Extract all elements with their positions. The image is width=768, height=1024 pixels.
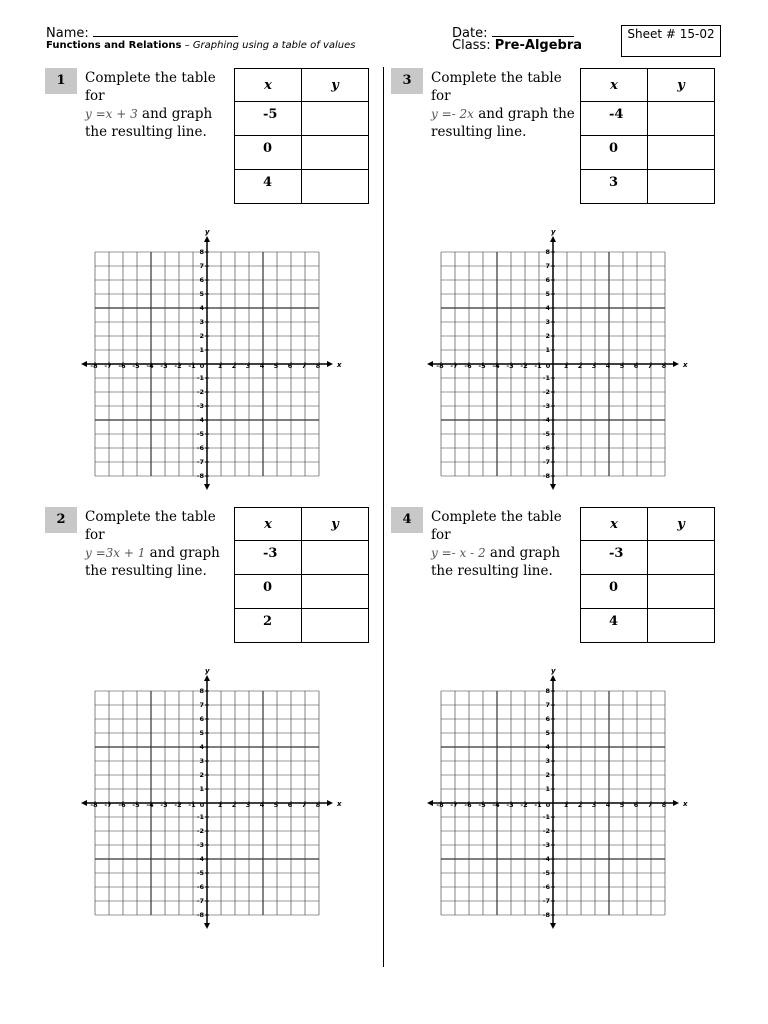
y-axis-down-arrow-icon: [550, 923, 556, 929]
x-tick-label: -3: [160, 801, 168, 809]
y-answer-cell[interactable]: [302, 102, 369, 136]
col-header-y: y: [302, 69, 369, 102]
x-value-cell: 2: [235, 609, 302, 643]
y-tick-label: 5: [199, 290, 204, 298]
y-tick-label: -2: [542, 827, 550, 835]
y-tick-label: -5: [542, 430, 550, 438]
y-axis-up-arrow-icon: [204, 236, 210, 242]
x-tick-label: 8: [661, 801, 667, 809]
y-tick-label: 1: [545, 785, 550, 793]
y-tick-label: -8: [196, 472, 204, 480]
class-label: Class:: [452, 38, 491, 53]
x-tick-label: 3: [245, 362, 251, 370]
sheet-number-box: [621, 25, 721, 57]
y-tick-label: 7: [199, 701, 204, 709]
x-tick-label: 6: [287, 362, 293, 370]
y-axis-up-arrow-icon: [204, 675, 210, 681]
y-tick-label: -5: [196, 430, 204, 438]
y-answer-cell[interactable]: [648, 609, 715, 643]
instr-text-after: and graph the resulting line.: [85, 545, 220, 579]
y-tick-label: -6: [542, 883, 550, 891]
problem-4: [391, 507, 721, 937]
problem-equation: y =3x + 1: [85, 546, 146, 560]
x-tick-label: 6: [633, 801, 639, 809]
x-tick-label: -7: [450, 801, 458, 809]
y-tick-label: 7: [199, 262, 204, 270]
y-tick-label: -7: [196, 458, 204, 466]
x-axis-right-arrow-icon: [673, 800, 679, 806]
x-tick-label: 4: [259, 362, 265, 370]
y-answer-cell[interactable]: [648, 575, 715, 609]
x-tick-label: 2: [231, 362, 237, 370]
y-axis-down-arrow-icon: [204, 484, 210, 490]
y-tick-label: -1: [196, 813, 204, 821]
x-tick-label: -2: [520, 801, 528, 809]
x-axis-label: x: [337, 800, 342, 808]
col-header-x: x: [235, 69, 302, 102]
x-value-cell: 4: [235, 170, 302, 204]
x-tick-label: 8: [661, 362, 667, 370]
y-tick-label: 2: [545, 771, 550, 779]
x-tick-label: -8: [436, 801, 444, 809]
y-tick-label: 3: [545, 757, 550, 765]
y-tick-label: -7: [542, 897, 550, 905]
y-axis-label: y: [551, 230, 556, 236]
x-value-cell: -3: [235, 541, 302, 575]
y-tick-label: 2: [199, 332, 204, 340]
x-value-cell: -3: [581, 541, 648, 575]
y-answer-cell[interactable]: [302, 136, 369, 170]
col-header-x: x: [581, 508, 648, 541]
y-tick-label: 3: [545, 318, 550, 326]
x-tick-label: 8: [315, 362, 321, 370]
problem-number-badge: 1: [45, 68, 77, 94]
col-header-y: y: [648, 508, 715, 541]
x-tick-label: 1: [563, 801, 569, 809]
x-tick-label: 5: [619, 801, 625, 809]
y-tick-label: 4: [199, 743, 204, 751]
y-answer-cell[interactable]: [302, 541, 369, 575]
x-tick-label: 6: [633, 362, 639, 370]
problem-instructions: [85, 69, 235, 141]
subtitle-subtopic: Graphing using a table of values: [192, 40, 356, 51]
table-of-values: [580, 68, 715, 204]
x-tick-label: -1: [534, 362, 542, 370]
y-tick-label: -2: [196, 827, 204, 835]
y-answer-cell[interactable]: [648, 541, 715, 575]
y-axis-up-arrow-icon: [550, 675, 556, 681]
y-tick-label: 1: [199, 785, 204, 793]
y-axis-label: y: [551, 669, 556, 675]
x-tick-label: -4: [492, 801, 500, 809]
subtitle-dash: –: [181, 40, 193, 51]
y-answer-cell[interactable]: [302, 609, 369, 643]
x-value-cell: 0: [235, 136, 302, 170]
x-tick-label: -7: [104, 801, 112, 809]
y-tick-label: -8: [196, 911, 204, 919]
table-of-values: [234, 507, 369, 643]
x-tick-label: 7: [647, 801, 653, 809]
x-value-cell: 0: [581, 575, 648, 609]
instr-text-before: Complete the table for: [85, 509, 216, 543]
x-tick-label: -2: [174, 801, 182, 809]
y-tick-label: 3: [199, 757, 204, 765]
problem-equation: y =x + 3: [85, 107, 138, 121]
x-axis-left-arrow-icon: [427, 800, 433, 806]
x-axis-label: x: [683, 800, 688, 808]
class-value: Pre-Algebra: [494, 38, 583, 53]
coordinate-grid[interactable]: [80, 669, 350, 939]
x-tick-label: 7: [647, 362, 653, 370]
problem-number-badge: 4: [391, 507, 423, 533]
y-tick-label: -1: [196, 374, 204, 382]
y-tick-label: 6: [545, 715, 550, 723]
x-tick-label: 0: [199, 801, 205, 809]
instr-text-after: and graph the resulting line.: [431, 545, 561, 579]
x-tick-label: 5: [619, 362, 625, 370]
sheet-number: Sheet # 15-02: [627, 27, 715, 41]
coordinate-grid[interactable]: [426, 230, 696, 500]
x-value-cell: 3: [581, 170, 648, 204]
y-tick-label: 5: [545, 290, 550, 298]
y-tick-label: 3: [199, 318, 204, 326]
x-tick-label: 1: [217, 362, 223, 370]
class-field: [452, 38, 582, 53]
x-tick-label: -8: [436, 362, 444, 370]
x-tick-label: -3: [506, 801, 514, 809]
y-tick-label: -1: [542, 374, 550, 382]
x-tick-label: -7: [104, 362, 112, 370]
y-tick-label: 4: [199, 304, 204, 312]
y-tick-label: 5: [545, 729, 550, 737]
x-tick-label: -6: [118, 801, 126, 809]
x-tick-label: -2: [520, 362, 528, 370]
y-tick-label: -2: [542, 388, 550, 396]
x-tick-label: 1: [217, 801, 223, 809]
x-tick-label: 5: [273, 801, 279, 809]
x-axis-left-arrow-icon: [427, 361, 433, 367]
x-tick-label: 0: [545, 801, 551, 809]
y-tick-label: 5: [199, 729, 204, 737]
problem-instructions: [431, 69, 581, 141]
problem-number-badge: 2: [45, 507, 77, 533]
y-tick-label: -6: [196, 444, 204, 452]
name-blank[interactable]: [93, 24, 238, 37]
x-tick-label: 4: [605, 801, 611, 809]
x-tick-label: 2: [577, 801, 583, 809]
x-axis-right-arrow-icon: [327, 361, 333, 367]
problem-3: [391, 68, 721, 498]
y-tick-label: -3: [542, 402, 550, 410]
x-value-cell: -4: [581, 102, 648, 136]
y-tick-label: 8: [199, 248, 204, 256]
instr-text-before: Complete the table for: [431, 509, 562, 543]
x-tick-label: -3: [160, 362, 168, 370]
y-tick-label: -4: [542, 416, 550, 424]
y-tick-label: -8: [542, 472, 550, 480]
y-tick-label: -7: [542, 458, 550, 466]
y-answer-cell[interactable]: [648, 136, 715, 170]
y-tick-label: 1: [545, 346, 550, 354]
col-header-y: y: [302, 508, 369, 541]
y-axis-label: y: [205, 669, 210, 675]
x-tick-label: 7: [301, 362, 307, 370]
y-answer-cell[interactable]: [648, 102, 715, 136]
col-header-x: x: [235, 508, 302, 541]
x-axis-label: x: [337, 361, 342, 369]
y-axis-label: y: [205, 230, 210, 236]
col-header-x: x: [581, 69, 648, 102]
y-tick-label: 8: [199, 687, 204, 695]
x-tick-label: 8: [315, 801, 321, 809]
x-tick-label: -2: [174, 362, 182, 370]
y-answer-cell[interactable]: [302, 575, 369, 609]
x-tick-label: -8: [90, 362, 98, 370]
x-tick-label: -7: [450, 362, 458, 370]
x-tick-label: -1: [188, 362, 196, 370]
x-tick-label: -4: [146, 801, 154, 809]
y-tick-label: 2: [199, 771, 204, 779]
problem-number-badge: 3: [391, 68, 423, 94]
y-tick-label: -2: [196, 388, 204, 396]
instr-text-before: Complete the table for: [85, 70, 216, 104]
y-axis-down-arrow-icon: [550, 484, 556, 490]
y-tick-label: -3: [542, 841, 550, 849]
x-tick-label: -4: [492, 362, 500, 370]
y-tick-label: 8: [545, 687, 550, 695]
x-axis-left-arrow-icon: [81, 361, 87, 367]
x-tick-label: -1: [188, 801, 196, 809]
x-axis-label: x: [683, 361, 688, 369]
x-tick-label: -4: [146, 362, 154, 370]
y-tick-label: -4: [196, 855, 204, 863]
x-axis-left-arrow-icon: [81, 800, 87, 806]
x-tick-label: 0: [199, 362, 205, 370]
name-field[interactable]: [46, 24, 238, 41]
y-tick-label: 7: [545, 701, 550, 709]
date-blank[interactable]: [492, 24, 574, 37]
column-divider: [383, 67, 384, 967]
y-axis-down-arrow-icon: [204, 923, 210, 929]
x-tick-label: 3: [245, 801, 251, 809]
x-value-cell: 0: [235, 575, 302, 609]
instr-text-after: and graph the resulting line.: [431, 106, 575, 140]
x-axis-right-arrow-icon: [327, 800, 333, 806]
x-tick-label: 4: [259, 801, 265, 809]
x-tick-label: -3: [506, 362, 514, 370]
x-tick-label: -6: [464, 801, 472, 809]
date-label: Date:: [452, 26, 488, 41]
x-tick-label: 6: [287, 801, 293, 809]
problem-1: [45, 68, 375, 498]
y-tick-label: -6: [196, 883, 204, 891]
x-tick-label: 7: [301, 801, 307, 809]
x-tick-label: 5: [273, 362, 279, 370]
table-of-values: [580, 507, 715, 643]
y-tick-label: -5: [542, 869, 550, 877]
col-header-y: y: [648, 69, 715, 102]
x-tick-label: 2: [231, 801, 237, 809]
coordinate-grid[interactable]: [80, 230, 350, 500]
x-tick-label: -6: [464, 362, 472, 370]
x-value-cell: 0: [581, 136, 648, 170]
x-tick-label: -5: [132, 362, 140, 370]
x-value-cell: 4: [581, 609, 648, 643]
x-tick-label: -1: [534, 801, 542, 809]
y-tick-label: 6: [199, 276, 204, 284]
problem-instructions: [431, 508, 581, 580]
y-tick-label: -8: [542, 911, 550, 919]
x-tick-label: 3: [591, 362, 597, 370]
x-tick-label: -5: [132, 801, 140, 809]
name-label: Name:: [46, 26, 89, 41]
x-tick-label: 2: [577, 362, 583, 370]
worksheet-subtitle: [46, 40, 355, 52]
instr-text-before: Complete the table for: [431, 70, 562, 104]
y-tick-label: -3: [196, 841, 204, 849]
instr-text-after: and graph the resulting line.: [85, 106, 213, 140]
y-tick-label: 8: [545, 248, 550, 256]
problem-instructions: [85, 508, 235, 580]
x-tick-label: 3: [591, 801, 597, 809]
problem-2: [45, 507, 375, 937]
y-tick-label: -7: [196, 897, 204, 905]
y-axis-up-arrow-icon: [550, 236, 556, 242]
y-tick-label: 6: [545, 276, 550, 284]
y-tick-label: -3: [196, 402, 204, 410]
subtitle-topic: Functions and Relations: [46, 40, 182, 51]
x-axis-right-arrow-icon: [673, 361, 679, 367]
y-tick-label: -4: [542, 855, 550, 863]
problem-equation: y =- x - 2: [431, 546, 486, 560]
x-value-cell: -5: [235, 102, 302, 136]
y-tick-label: 7: [545, 262, 550, 270]
y-answer-cell[interactable]: [648, 170, 715, 204]
x-tick-label: 4: [605, 362, 611, 370]
y-tick-label: -4: [196, 416, 204, 424]
y-tick-label: -5: [196, 869, 204, 877]
x-tick-label: -5: [478, 362, 486, 370]
y-tick-label: 6: [199, 715, 204, 723]
y-tick-label: 1: [199, 346, 204, 354]
coordinate-grid[interactable]: [426, 669, 696, 939]
y-tick-label: 2: [545, 332, 550, 340]
y-tick-label: 4: [545, 743, 550, 751]
x-tick-label: -8: [90, 801, 98, 809]
x-tick-label: -6: [118, 362, 126, 370]
x-tick-label: 1: [563, 362, 569, 370]
x-tick-label: -5: [478, 801, 486, 809]
y-answer-cell[interactable]: [302, 170, 369, 204]
x-tick-label: 0: [545, 362, 551, 370]
table-of-values: [234, 68, 369, 204]
problem-equation: y =- 2x: [431, 107, 474, 121]
y-tick-label: -6: [542, 444, 550, 452]
y-tick-label: -1: [542, 813, 550, 821]
y-tick-label: 4: [545, 304, 550, 312]
